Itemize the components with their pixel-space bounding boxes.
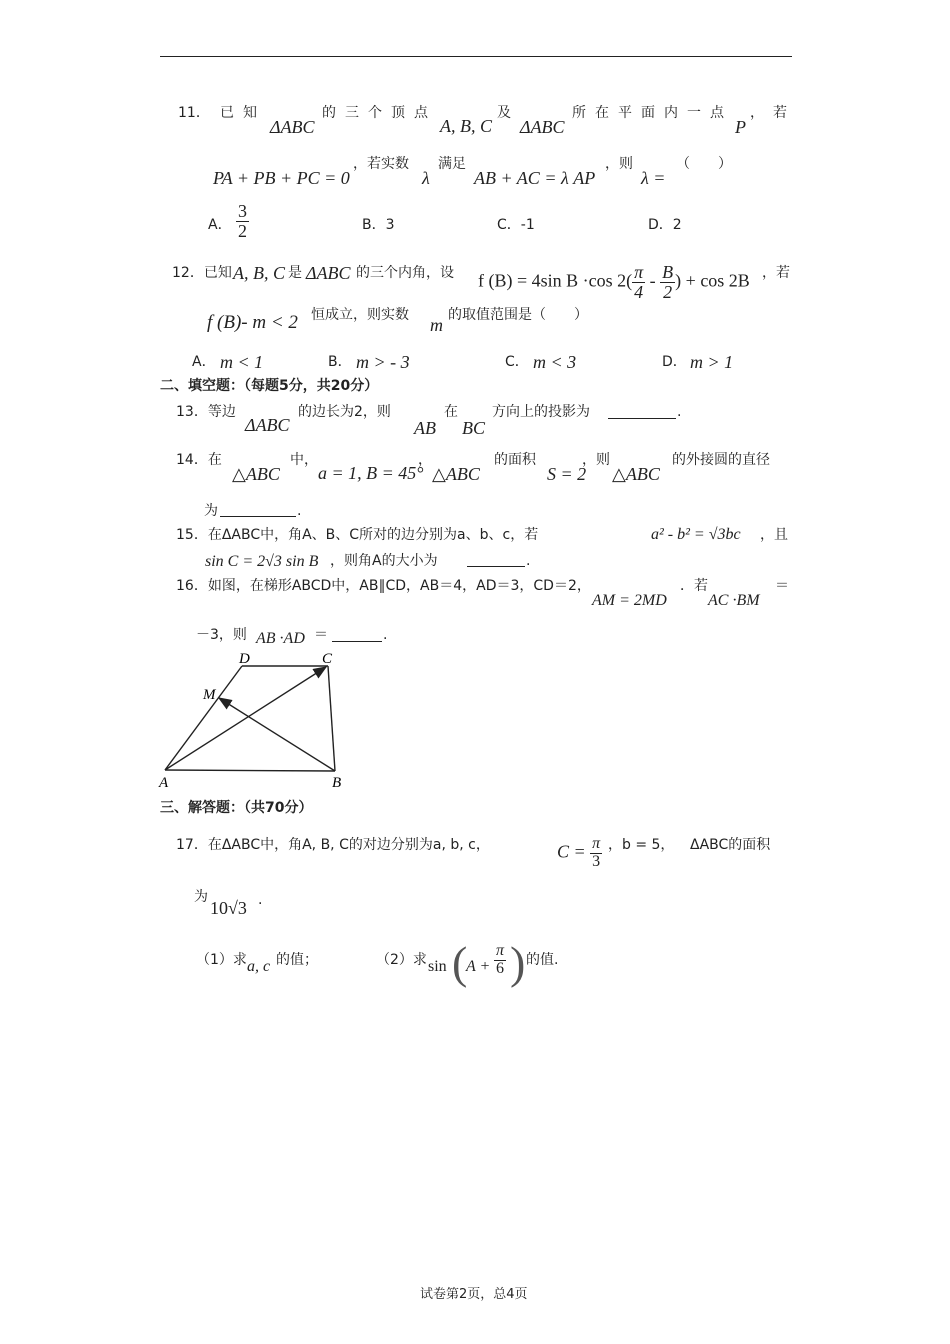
- q11-text-4: 所在平面内一点: [572, 105, 733, 121]
- q17-text-1: 17．在ΔABC中，角A, B, C的对边分别为a, b, c，: [176, 837, 490, 853]
- q12-option-d-label: D．: [662, 354, 687, 370]
- q17-part-2-text: （2）求: [376, 952, 427, 968]
- q13-text-4: 方向上的投影为: [492, 404, 590, 420]
- q12-text-3: 的三个内角，设: [356, 265, 454, 281]
- q12-option-d: m > 1: [690, 352, 734, 372]
- q11-vector-eq-1: PA + PB + PC = 0: [213, 168, 350, 188]
- q11-lambda: λ: [422, 168, 430, 188]
- q11-vertices: A, B, C: [440, 116, 492, 136]
- side-ad: [165, 666, 242, 770]
- q15-text-3: ，则角A的大小为: [330, 553, 438, 569]
- q14-answer-blank: [220, 516, 296, 517]
- q11-text-6: ，若实数: [353, 156, 409, 172]
- q17-text-2: ΔABC的面积: [690, 837, 771, 853]
- q14-text-6: 的外接圆的直径: [672, 452, 770, 468]
- q13-vector-ab: AB: [414, 418, 436, 438]
- side-ab: [165, 770, 335, 771]
- q13-vector-bc: BC: [462, 418, 486, 438]
- q11-text-1: 已知: [220, 105, 266, 121]
- q12-option-c-label: C．: [505, 354, 529, 370]
- q15-answer-blank: [467, 566, 525, 567]
- q14-end: .: [297, 503, 302, 519]
- vertex-b-label: B: [332, 775, 342, 791]
- side-cb: [328, 666, 335, 771]
- q15-text-1: 15．在ΔABC中，角A、B、C所对的边分别为a、b、c，若: [176, 527, 539, 543]
- q13-text-1: 13．等边: [176, 404, 236, 420]
- q14-triangle-2: △ABC: [432, 464, 480, 484]
- q11-lambda-eq: λ =: [641, 168, 666, 188]
- q17-part-1-text: （1）求: [196, 952, 247, 968]
- q11-text-3: 及: [497, 105, 511, 121]
- q11-vector-eq-2: AB + AC = λ AP: [474, 168, 596, 188]
- q12-option-b: m > - 3: [356, 352, 410, 372]
- q12-option-a: m < 1: [220, 352, 264, 372]
- vertex-d-label: D: [239, 651, 250, 667]
- q15-sine-relation: sin C = 2√3 sin B: [205, 553, 319, 570]
- q16-vector-product-1: AC ·BM: [708, 592, 760, 609]
- q11-text-7: 满足: [438, 156, 466, 172]
- q13-end: .: [677, 404, 682, 420]
- q12-option-c: m < 3: [533, 352, 577, 372]
- q17-side-b: ，b = 5，: [608, 837, 675, 853]
- q11-triangle: ΔABC: [270, 117, 315, 137]
- point-m-label: M: [203, 687, 216, 703]
- q17-a-plus: A +: [466, 958, 491, 975]
- q12-triangle: ΔABC: [306, 263, 351, 283]
- q12-option-b-label: B．: [328, 354, 352, 370]
- q16-text-3: －3，则: [196, 627, 247, 643]
- q14-text-2: 中，: [290, 452, 318, 468]
- q12-angles: A, B, C: [233, 263, 285, 283]
- q16-text-2: ．若: [680, 578, 708, 594]
- q17-text-3: 为: [194, 889, 208, 905]
- q17-pi-over-6: $\frac{\pi}{6}$: [496, 942, 505, 977]
- q11-option-a-label: A．: [208, 217, 232, 233]
- q11-option-a-fraction: $\frac{3}{2}$: [238, 201, 247, 241]
- q12-text-5: 恒成立，则实数: [311, 307, 409, 323]
- q17-dot: .: [258, 892, 263, 908]
- vector-ac: [165, 667, 326, 770]
- q14-triangle-1: △ABC: [232, 464, 280, 484]
- q12-m: m: [430, 315, 443, 335]
- q12-inequality: f (B)- m < 2: [207, 312, 298, 333]
- q11-number: 11．: [178, 105, 210, 121]
- page-footer: 试卷第2页，总4页: [420, 1287, 528, 1302]
- q13-triangle: ΔABC: [245, 415, 290, 435]
- trapezoid-figure: [155, 645, 355, 795]
- q12-function: f (B) = 4sin B ·cos 2( $\frac{\pi}{4}$ - $\frac{B}{2}$ ) + cos 2B: [478, 262, 750, 302]
- q14-text-7: 为: [204, 503, 218, 519]
- header-rule: [160, 56, 792, 57]
- q13-text-3: 在: [444, 404, 458, 420]
- q14-area: S = 2: [547, 464, 587, 484]
- q14-triangle-3: △ABC: [612, 464, 660, 484]
- q12-text-4: ，若: [762, 265, 790, 281]
- q11-point-p: P: [735, 117, 746, 137]
- q11-option-d: D．2: [648, 217, 682, 233]
- q17-left-paren: (: [452, 937, 468, 988]
- q11-option-c: C．-1: [497, 217, 535, 233]
- q16-text-1: 16．如图，在梯形ABCD中，AB∥CD，AB＝4，AD＝3，CD＝2，: [176, 578, 591, 594]
- q17-area-value: 10√3: [210, 898, 247, 918]
- q16-text-4: ＝: [314, 627, 328, 643]
- q13-text-2: 的边长为2，则: [298, 404, 391, 420]
- q17-sin: sin: [428, 958, 447, 975]
- q14-condition: a = 1, B = 45°: [318, 463, 424, 483]
- q11-triangle-2: ΔABC: [520, 117, 565, 137]
- q14-text-1: 14．在: [176, 452, 222, 468]
- section-fill-in-heading: 二、填空题：（每题5分，共20分）: [160, 378, 379, 394]
- q17-part-2-tail: 的值.: [526, 952, 559, 968]
- q16-vector-product-2: AB ·AD: [256, 630, 305, 647]
- q14-text-3: ，: [418, 452, 432, 468]
- section-solution-heading: 三、解答题：（共70分）: [160, 800, 313, 816]
- q12-text-1: 12．已知: [172, 265, 232, 281]
- q12-text-6: 的取值范围是（ ）: [448, 307, 588, 323]
- vertex-c-label: C: [322, 651, 333, 667]
- q17-part-1-tail: 的值；: [276, 952, 318, 968]
- q13-answer-blank: [608, 418, 676, 419]
- q14-text-5: ，则: [582, 452, 610, 468]
- q11-text-2: 的三个顶点: [322, 105, 437, 121]
- vector-bm: [219, 698, 335, 771]
- q11-option-b: B．3: [362, 217, 395, 233]
- q15-text-2: ，且: [760, 527, 788, 543]
- q12-option-a-label: A．: [192, 354, 216, 370]
- q16-equals: ＝: [775, 578, 789, 594]
- q16-vector-am: AM = 2MD: [592, 592, 667, 609]
- q17-angle-c: C = $\frac{\pi}{3}$: [557, 835, 601, 870]
- q16-end: .: [383, 627, 388, 643]
- q11-text-5: ，若: [750, 105, 796, 121]
- q16-answer-blank: [332, 641, 382, 642]
- q17-right-paren: ): [510, 937, 526, 988]
- q17-part-1-vars: a, c: [247, 958, 271, 975]
- q15-equation: a² - b² = √3bc: [651, 526, 741, 543]
- q11-text-8: ，则: [605, 156, 633, 172]
- q12-text-2: 是: [288, 265, 302, 281]
- q15-end: .: [526, 553, 531, 569]
- q11-answer-paren: （ ）: [676, 156, 732, 172]
- vertex-a-label: A: [159, 775, 169, 791]
- q14-text-4: 的面积: [494, 452, 536, 468]
